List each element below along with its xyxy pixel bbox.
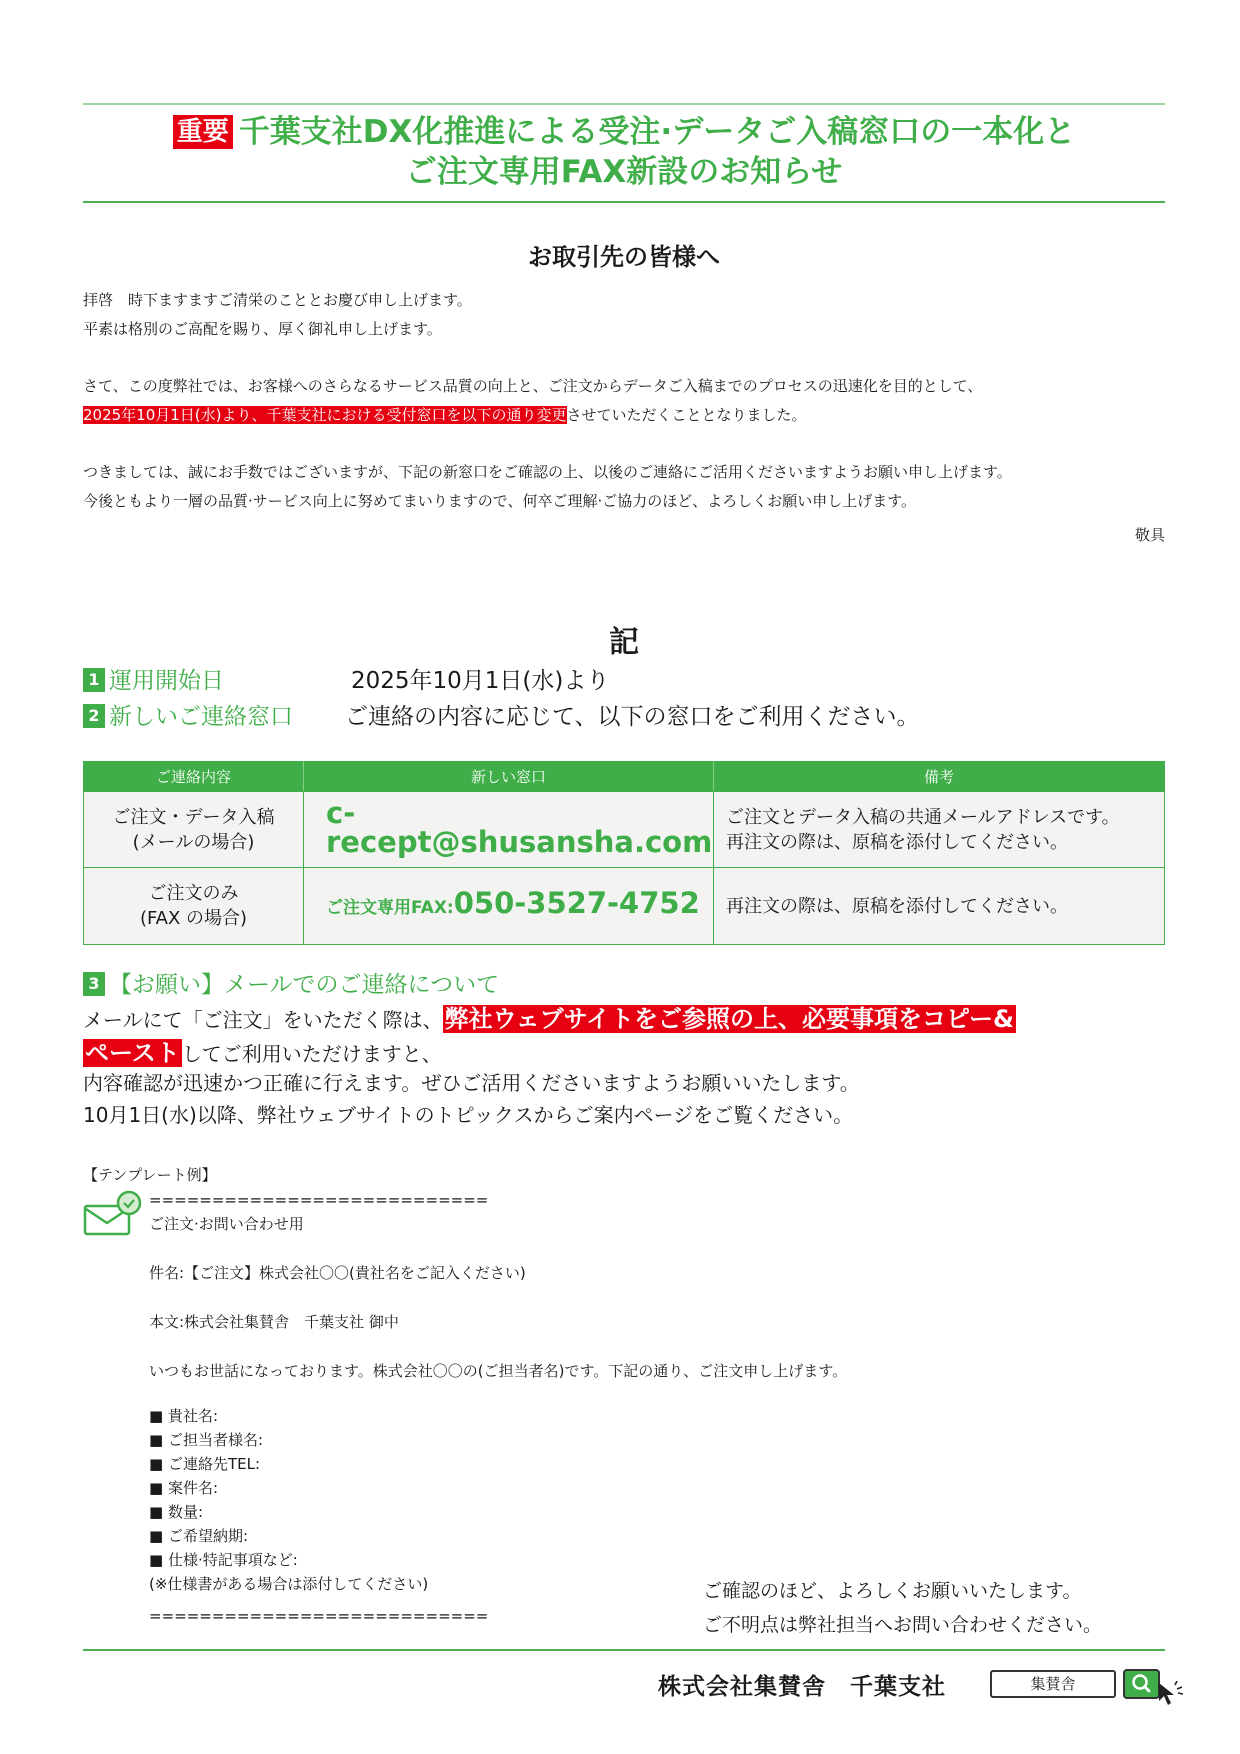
letter-line: 今後ともより一層の品質·サービス向上に努めてまいりますので、何卒ご理解·ご協力のほど、よろしくお願い申し上げます。	[83, 492, 917, 510]
search-icon	[1125, 1671, 1158, 1697]
note-cell	[714, 868, 1165, 945]
template-greeting: いつもお世話になっております。株式会社〇〇の(ご担当者名)です。下記の通り、ご注文申し上げます。	[149, 1362, 848, 1380]
section-3-line: 10月1日(水)以降、弊社ウェブサイトのトピックスからご案内ページをご覧ください。	[83, 1103, 854, 1127]
highlighted-instruction: ペースト	[85, 1039, 180, 1067]
cell-text: ご注文のみ	[148, 883, 239, 904]
template-subject: 件名:【ご注文】株式会社〇〇(貴社名をご記入ください)	[149, 1264, 526, 1282]
table-header-row	[84, 762, 1165, 792]
number-badge: 1	[83, 668, 105, 692]
cell-text: ご注文とデータ入稿の共通メールアドレスです。	[726, 806, 1120, 828]
table-row	[84, 792, 1165, 868]
template-field: ■ 仕様·特記事項など:	[149, 1551, 298, 1569]
notice-page	[83, 0, 1165, 1754]
cell-text: 再注文の際は、原稿を添付してください。	[726, 831, 1068, 853]
template-body-to: 本文:株式会社集賛舎 千葉支社 御中	[149, 1313, 399, 1331]
title-line-2: ご注文専用FAX新設のお知らせ	[405, 154, 843, 190]
important-badge: 重要	[173, 115, 233, 149]
letter-line: つきましては、誠にお手数ではございますが、下記の新窓口をご確認の上、以後のご連絡にご活用くださいますようお願い申し上げます。	[83, 463, 1012, 481]
template-purpose: ご注文·お問い合わせ用	[149, 1215, 304, 1233]
closing-line: ご不明点は弊社担当へお問い合わせください。	[703, 1614, 1103, 1636]
cursor-click-icon	[1157, 1681, 1185, 1709]
title-line-1: 千葉支社DX化推進による受注·データご入稿窓口の一本化と	[238, 114, 1076, 150]
column-header: 新しい窓口	[304, 762, 714, 792]
template-note: (※仕様書がある場合は添付してください)	[149, 1575, 429, 1593]
column-header: ご連絡内容	[84, 762, 304, 792]
section-3-line: 内容確認が迅速かつ正確に行えます。ぜひご活用くださいますようお願いいたします。	[83, 1071, 860, 1095]
note-cell	[714, 792, 1165, 868]
letter-body	[83, 372, 1173, 430]
template-field: ■ 数量:	[149, 1503, 203, 1521]
email-address-link[interactable]: c-recept@shusansha.com	[326, 795, 713, 859]
letter-opening	[83, 286, 1173, 344]
contact-table	[83, 761, 1165, 945]
item-value: ご連絡の内容に応じて、以下の窓口をご利用ください。	[345, 704, 920, 730]
window-cell	[304, 868, 714, 945]
section-3-heading	[83, 969, 499, 1001]
section-text: メールにて「ご注文」をいただく際は、	[83, 1008, 443, 1032]
cell-text: (FAX の場合)	[139, 908, 248, 929]
closing-message	[703, 1574, 1102, 1642]
item-value: 2025年10月1日(水)より	[351, 668, 610, 694]
mail-check-icon	[83, 1190, 147, 1238]
item-new-contact	[83, 701, 920, 733]
search-input[interactable]: 集賛舎	[990, 1670, 1116, 1698]
search-button[interactable]	[1123, 1669, 1160, 1699]
number-badge: 2	[83, 704, 105, 728]
template-separator: ===========================	[149, 1191, 489, 1209]
section-3-line	[83, 1003, 1016, 1036]
table-row	[84, 868, 1165, 945]
footer-divider	[83, 1649, 1165, 1651]
template-field: ■ ご連絡先TEL:	[149, 1455, 260, 1473]
letter-closing: 敬具	[1134, 526, 1165, 544]
letter-line	[83, 401, 1173, 430]
section-title: 【お願い】メールでのご連絡について	[109, 972, 500, 998]
letter-line: さて、この度弊社では、お客様へのさらなるサービス品質の向上と、ご注文からデータご入稿までのプロセスの迅速化を目的として、	[83, 377, 983, 395]
cell-text: ご注文・データ入稿	[112, 806, 275, 828]
template-field: ■ 案件名:	[149, 1479, 218, 1497]
template-label: 【テンプレート例】	[83, 1166, 217, 1184]
contact-type-cell	[84, 868, 304, 945]
cell-text: 再注文の際は、原稿を添付してください。	[726, 895, 1068, 917]
highlighted-instruction: 弊社ウェブサイトをご参照の上、必要事項をコピー&	[444, 1005, 1014, 1033]
section-3-line	[83, 1037, 442, 1070]
template-field: ■ ご担当者様名:	[149, 1431, 263, 1449]
highlighted-change-notice: 2025年10月1日(水)より、千葉支社における受付窓口を以下の通り変更	[83, 406, 567, 424]
contact-type-cell	[84, 792, 304, 868]
item-label: 新しいご連絡窓口	[109, 704, 293, 730]
letter-line: 拝啓 時下ますますご清栄のこととお慶び申し上げます。	[83, 291, 472, 309]
template-field: ■ 貴社名:	[149, 1407, 218, 1425]
section-text: してご利用いただけますと、	[181, 1042, 442, 1066]
item-label: 運用開始日	[109, 668, 224, 694]
ki-heading: 記	[609, 625, 639, 660]
window-cell	[304, 792, 714, 868]
template-separator: ===========================	[149, 1607, 489, 1625]
title-divider	[83, 201, 1165, 203]
top-divider	[83, 103, 1165, 105]
salutation: お取引先の皆様へ	[528, 243, 720, 271]
number-badge: 3	[83, 972, 105, 996]
column-header: 備考	[714, 762, 1165, 792]
page-title	[83, 112, 1165, 192]
template-fields	[149, 1404, 428, 1596]
item-start-date	[83, 665, 610, 697]
letter-text: させていただくこととなりました。	[566, 406, 807, 424]
letter-request	[83, 458, 1173, 516]
footer-company-name: 株式会社集賛舎 千葉支社	[658, 1674, 946, 1700]
letter-line: 平素は格別のご高配を賜り、厚く御礼申し上げます。	[83, 320, 442, 338]
closing-line: ご確認のほど、よろしくお願いいたします。	[703, 1580, 1082, 1602]
template-field: ■ ご希望納期:	[149, 1527, 248, 1545]
fax-number: 050-3527-4752	[453, 886, 700, 920]
fax-label: ご注文専用FAX:	[326, 898, 454, 918]
cell-text: (メールの場合)	[132, 831, 255, 853]
